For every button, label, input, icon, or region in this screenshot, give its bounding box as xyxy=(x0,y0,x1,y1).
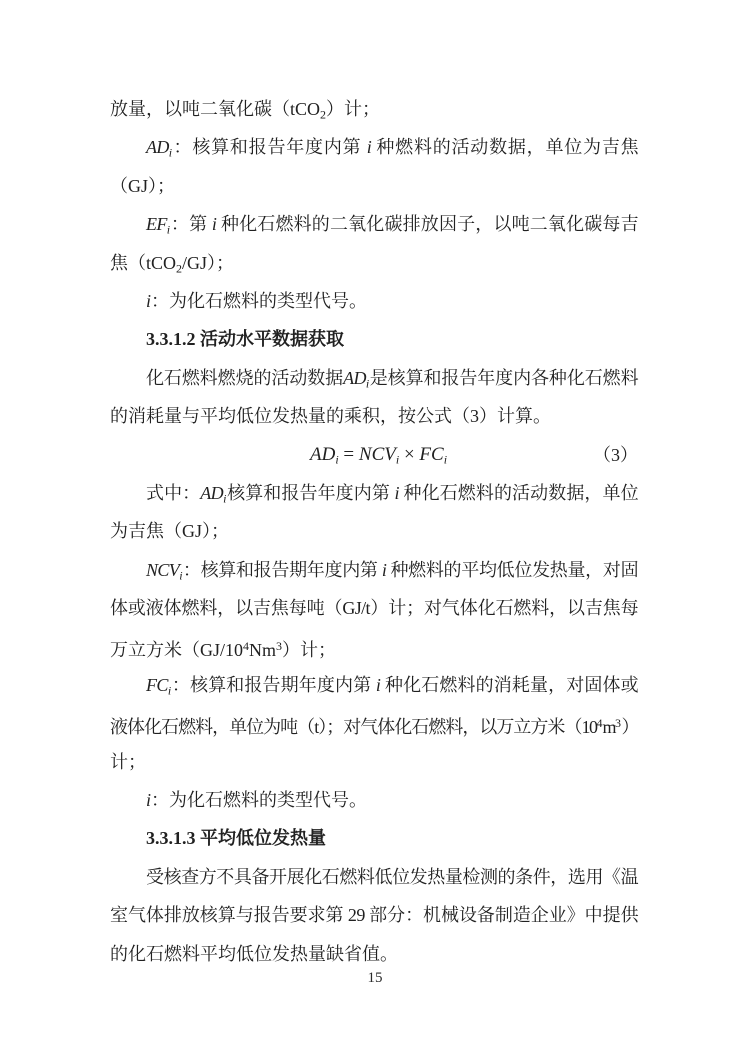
text-segment: m xyxy=(602,717,615,738)
paragraph-i-definition-2 xyxy=(110,781,638,819)
paragraph-i-definition xyxy=(110,282,638,320)
text-segment: 种燃料的活动数据，单位为吉焦 xyxy=(371,137,639,158)
text-segment: 焦（tCO xyxy=(110,252,177,273)
paragraph-activity-data xyxy=(110,359,638,397)
text-segment: 化石燃料燃烧的活动数据 xyxy=(146,367,344,388)
text-segment: Nm xyxy=(249,640,277,661)
paragraph-fc-definition-end xyxy=(110,743,638,781)
math-variable: i xyxy=(168,145,173,160)
paragraph-ef-definition-end xyxy=(110,244,638,282)
section-heading-3312 xyxy=(110,320,638,358)
paragraph-ncv-default-2 xyxy=(110,896,638,934)
text-segment: 体或液体燃料，以吉焦每吨（GJ/t）计；对气体化石燃料，以吉焦每 xyxy=(110,598,638,619)
page-number: 15 xyxy=(367,970,383,986)
paragraph-ad-definition xyxy=(110,128,638,166)
text-segment: 4 xyxy=(243,639,250,654)
text-segment: 万立方米（GJ/10 xyxy=(110,640,244,661)
math-variable: i xyxy=(395,452,400,467)
math-variable: i xyxy=(335,452,339,467)
paragraph-activity-data-end xyxy=(110,397,638,435)
math-variable: i xyxy=(381,559,387,580)
text-segment: 是核算和报告年度内各种化石燃料 xyxy=(369,367,638,388)
math-variable: FC xyxy=(419,443,444,465)
document-text-block xyxy=(110,90,638,973)
text-segment: ：为化石燃料的类型代号。 xyxy=(151,290,368,311)
math-variable: i xyxy=(146,290,152,311)
paragraph-ncv-definition xyxy=(110,551,638,589)
paragraph-ncv-definition-2 xyxy=(110,589,638,627)
text-segment: × xyxy=(399,443,420,465)
text-segment: 3 xyxy=(614,716,621,731)
text-segment: 式中： xyxy=(146,482,201,503)
math-variable: AD xyxy=(310,443,336,465)
text-segment: 种化石燃料的消耗量，对固体或 xyxy=(380,674,638,695)
text-segment: 3.3.1.3 平均低位发热量 xyxy=(146,828,326,849)
math-variable: EF xyxy=(146,214,167,235)
paragraph-fc-definition xyxy=(110,666,638,704)
text-segment: 3 xyxy=(276,639,283,654)
math-variable: i xyxy=(223,491,227,506)
text-segment: ：核算和报告期年度内第 xyxy=(182,559,382,580)
text-segment: 为吉焦（GJ）； xyxy=(110,521,230,542)
text-segment: 的消耗量与平均低位发热量的乘积，按公式（3）计算。 xyxy=(110,406,551,427)
equation-body xyxy=(310,444,447,465)
text-segment: 种化石燃料的二氧化碳排放因子，以吨二氧化碳每吉 xyxy=(216,214,638,235)
text-segment: 室气体排放核算与报告要求第 29 部分：机械设备制造企业》中提供 xyxy=(110,905,638,926)
text-segment: 计； xyxy=(110,751,146,772)
text-segment: 种化石燃料的活动数据，单位 xyxy=(398,482,638,503)
text-segment: 核算和报告年度内第 xyxy=(226,482,395,503)
math-variable: FC xyxy=(146,674,168,695)
text-segment: 放量，以吨二氧化碳（tCO xyxy=(110,99,321,119)
text-segment: ：核算和报告期年度内第 xyxy=(171,674,376,695)
math-variable: AD xyxy=(343,367,366,388)
page-footer xyxy=(0,970,750,987)
math-variable: i xyxy=(394,482,399,503)
paragraph-ncv-default xyxy=(110,858,638,896)
section-heading-3313 xyxy=(110,819,638,857)
math-variable: i xyxy=(366,137,372,158)
text-segment: ） xyxy=(620,717,639,738)
math-variable: NCV xyxy=(358,443,396,465)
math-variable: i xyxy=(179,568,183,583)
text-segment: 4 xyxy=(596,716,603,731)
text-segment: 的化石燃料平均低位发热量缺省值。 xyxy=(110,943,398,964)
text-segment: 种燃料的平均低位发热量，对固 xyxy=(386,559,638,580)
paragraph-formula-where-end xyxy=(110,512,638,550)
math-variable: i xyxy=(146,790,152,811)
math-variable: AD xyxy=(200,482,224,503)
text-segment: 2 xyxy=(320,107,327,122)
paragraph-fc-definition-2 xyxy=(110,704,638,742)
math-variable: i xyxy=(443,452,448,467)
math-variable: AD xyxy=(146,137,169,158)
math-variable: i xyxy=(375,674,381,695)
text-segment: （GJ）； xyxy=(110,175,176,196)
text-segment: ）计； xyxy=(282,640,337,661)
text-segment: ：第 xyxy=(170,214,212,235)
text-segment: /GJ）； xyxy=(182,252,235,273)
text-segment: ：为化石燃料的类型代号。 xyxy=(151,790,368,811)
paragraph-ncv-default-end xyxy=(110,935,638,973)
paragraph-formula-where xyxy=(110,474,638,512)
math-variable: i xyxy=(211,214,217,235)
text-segment: 液体化石燃料，单位为吨（t）；对气体化石燃料，以万立方米（10 xyxy=(110,717,597,738)
math-variable: i xyxy=(166,222,171,237)
text-segment: 2 xyxy=(176,261,183,276)
math-variable: i xyxy=(167,683,172,698)
text-segment: 3.3.1.2 活动水平数据获取 xyxy=(146,329,344,350)
paragraph-ef-definition xyxy=(110,205,638,243)
paragraph-ncv-definition-end xyxy=(110,627,638,665)
text-segment: ：核算和报告年度内第 xyxy=(172,137,367,158)
equation-line xyxy=(110,436,638,474)
equation-number: （3） xyxy=(593,444,638,465)
text-segment: = xyxy=(338,443,359,465)
math-variable: i xyxy=(365,376,370,391)
text-segment: 受核查方不具备开展化石燃料低位发热量检测的条件，选用《温 xyxy=(146,866,638,887)
text-segment: ）计； xyxy=(326,99,381,119)
paragraph-ad-definition-end xyxy=(110,167,638,205)
paragraph-tco2-unit-end xyxy=(110,90,638,128)
math-variable: NCV xyxy=(146,559,180,580)
